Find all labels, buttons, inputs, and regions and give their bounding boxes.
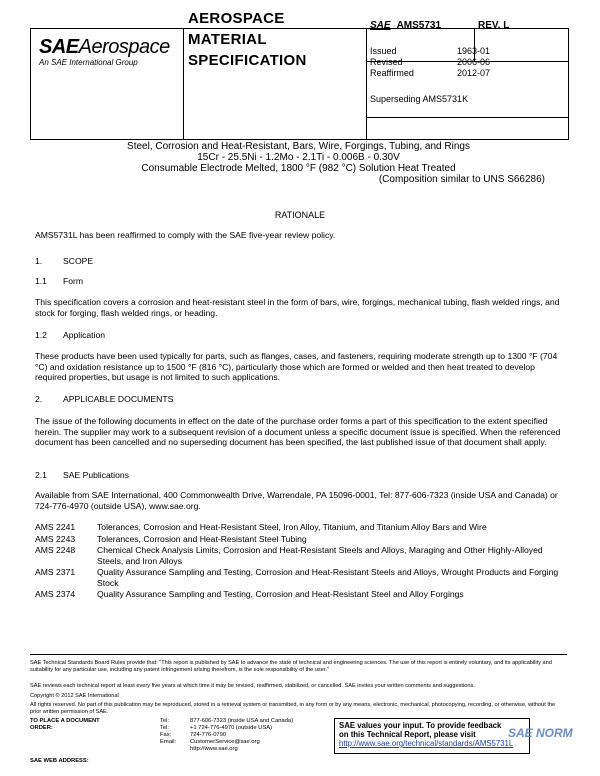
section-title: Application — [63, 330, 106, 340]
date-block — [370, 46, 490, 79]
footer-divider — [30, 654, 567, 655]
reference-code: AMS 2248 — [35, 545, 76, 555]
contact-key: Tel: — [160, 718, 170, 724]
section-1-heading — [35, 256, 565, 267]
issued-label: Issued — [370, 46, 397, 56]
feedback-link[interactable]: http://www.sae.org/technical/standards/AMS5731L — [339, 739, 514, 748]
page-title — [188, 8, 358, 71]
section-2-heading — [35, 394, 565, 405]
title-line-3: SPECIFICATION — [188, 52, 307, 69]
logo-bold: SAE — [39, 36, 79, 58]
section-number: 1. — [35, 256, 43, 266]
section-title: APPLICABLE DOCUMENTS — [63, 394, 174, 404]
section-number: 1.2 — [35, 330, 47, 340]
reference-code: AMS 2374 — [35, 589, 76, 599]
doc-prefix: SAE — [370, 20, 391, 31]
contact-email[interactable]: CustomerService@sae.org — [190, 739, 260, 745]
reference-code: AMS 2241 — [35, 522, 76, 532]
section-1-1-text: This specification covers a corrosion and heat-resistant steel in the form of bars, wire, forgings, mechanical tubing, flash welded rings, and stock for forging, flash welded rings, or heading. — [35, 297, 560, 318]
contact-value: 724-776-0790 — [190, 732, 227, 738]
section-number: 2. — [35, 394, 43, 404]
superseding-note: Superseding AMS5731K — [370, 94, 469, 104]
subject-line-4: (Composition similar to UNS S66286) — [378, 174, 545, 185]
rationale-heading: RATIONALE — [274, 210, 326, 220]
footer-review: SAE reviews each technical report at least every five years at which time it may be revised, reaffirmed, stabilized, or cancelled. SAE invites your written comments and suggestions. — [30, 683, 475, 689]
subject-line-2: 15Cr - 25.5Ni - 1.2Mo - 2.1Ti - 0.006B - 0.30V — [197, 152, 400, 163]
subject-block — [30, 141, 567, 185]
contact-website[interactable]: http://www.sae.org — [190, 746, 238, 752]
contact-key: Fax: — [160, 732, 172, 738]
footer-policy: SAE Technical Standards Board Rules provide that: "This report is published by SAE to advance the state of technical and engineering sciences. The use of this report is entirely voluntary, and its applicability and suitability for any particular use, including any patent infringement arising therefrom, is the sole responsibility of the user." — [30, 660, 552, 673]
reference-title: Quality Assurance Sampling and Testing, Corrosion and Heat-Resistant Steel and Alloy Forgings — [97, 589, 464, 599]
order-label: TO PLACE A DOCUMENT ORDER: — [30, 718, 100, 732]
rationale-text: AMS5731L has been reaffirmed to comply with the SAE five-year review policy. — [35, 230, 336, 240]
section-number: 2.1 — [35, 470, 47, 480]
reference-code: AMS 2243 — [35, 533, 76, 544]
subject-line-3: Consumable Electrode Melted, 1800 °F (982 °C) Solution Heat Treated — [141, 163, 456, 174]
section-2-text: The issue of the following documents in effect on the date of the purchase order forms a part of this specification to the extent specified herein. The supplier may work to a subsequent revision of a document unless a specific document issue is specified. When the referenced document has been cancelled and no superseding document has been specified, the last published issue of that document shall apply. — [35, 416, 561, 447]
reference-title: Quality Assurance Sampling and Testing, Corrosion and Heat-Resistant Steels and Alloys, Wrought Products and Forging Stock — [97, 567, 559, 588]
section-2-1-heading — [35, 470, 565, 481]
section-title: Form — [63, 276, 84, 286]
feedback-box — [334, 718, 530, 754]
contact-key: Tel: — [160, 725, 170, 731]
document-id — [370, 20, 441, 31]
reference-code: AMS 2371 — [35, 567, 76, 577]
watermark-text: SAE NORM — [508, 726, 573, 740]
doc-number: AMS5731 — [396, 20, 442, 31]
reference-title: Chemical Check Analysis Limits, Corrosion and Heat-Resistant Steels and Alloys, Maraging and Other Highly-Alloyed Steels, and Iron Alloys — [97, 545, 543, 566]
reaffirmed-value: 2012-07 — [456, 68, 490, 78]
footer-rights: All rights reserved. No part of this publication may be reproduced, stored in a retrieval system or transmitted, in any form or by any means, electronic, mechanical, photocopying, recording, or otherwise, without the prior written permission of SAE. — [30, 702, 556, 715]
section-1-2-heading — [35, 330, 565, 341]
contact-key: Email: — [160, 739, 177, 745]
reference-row — [35, 589, 565, 600]
reference-row — [35, 567, 565, 588]
reference-row — [35, 534, 565, 545]
revision-label: REV. L — [478, 20, 510, 31]
reference-row — [35, 545, 565, 566]
web-address — [30, 758, 160, 764]
section-1-1-heading — [35, 276, 565, 287]
reference-title: Tolerances, Corrosion and Heat-Resistant Steel, Iron Alloy, Titanium, and Titanium Alloy Bars and Wire — [97, 522, 487, 532]
reference-row — [35, 522, 565, 533]
section-title: SCOPE — [63, 256, 94, 266]
subject-line-1: Steel, Corrosion and Heat-Resistant, Bars, Wire, Forgings, Tubing, and Rings — [127, 141, 470, 152]
reference-list — [35, 522, 565, 601]
section-2-1-text: Available from SAE International, 400 Commonwealth Drive, Warrendale, PA 15096-0001, Tel: 877-606-7323 (inside USA and Canada) or 724-776-4970 (outside USA), www.sae.org. — [35, 490, 558, 511]
reference-title: Tolerances, Corrosion and Heat-Resistant Steel Tubing — [97, 533, 307, 544]
feedback-line-1: SAE values your input. To provide feedback — [339, 721, 502, 730]
order-contacts — [30, 718, 330, 758]
feedback-line-2: on this Technical Report, please visit — [339, 730, 476, 739]
sae-norm-watermark — [508, 726, 573, 740]
issued-value: 1963-01 — [456, 46, 490, 56]
revised-value: 2006-06 — [456, 57, 490, 67]
logo-subtitle: An SAE International Group — [39, 58, 138, 67]
footer-copyright: Copyright © 2012 SAE International — [30, 693, 119, 699]
reaffirmed-label: Reaffirmed — [370, 68, 414, 78]
logo-thin: Aerospace — [78, 36, 170, 58]
web-address-label: SAE WEB ADDRESS: — [30, 758, 89, 764]
section-1-2-text: These products have been used typically for parts, such as flanges, cases, and fasteners, requiring moderate strength up to 1300 °F (704 °C) and oxidation resistance up to 1500 °F (816 °C), particularly those which are formed or welded and then heat treated to develop required properties, but usage is not limited to such applications. — [35, 351, 558, 382]
section-title: SAE Publications — [63, 470, 129, 480]
revised-label: Revised — [370, 57, 403, 67]
section-number: 1.1 — [35, 276, 47, 286]
title-line-1: AEROSPACE — [188, 10, 285, 27]
title-line-2: MATERIAL — [188, 31, 267, 48]
contact-value: 877-606-7323 (inside USA and Canada) — [190, 718, 294, 724]
contact-value: +1 724-776-4970 (outside USA) — [190, 725, 273, 731]
